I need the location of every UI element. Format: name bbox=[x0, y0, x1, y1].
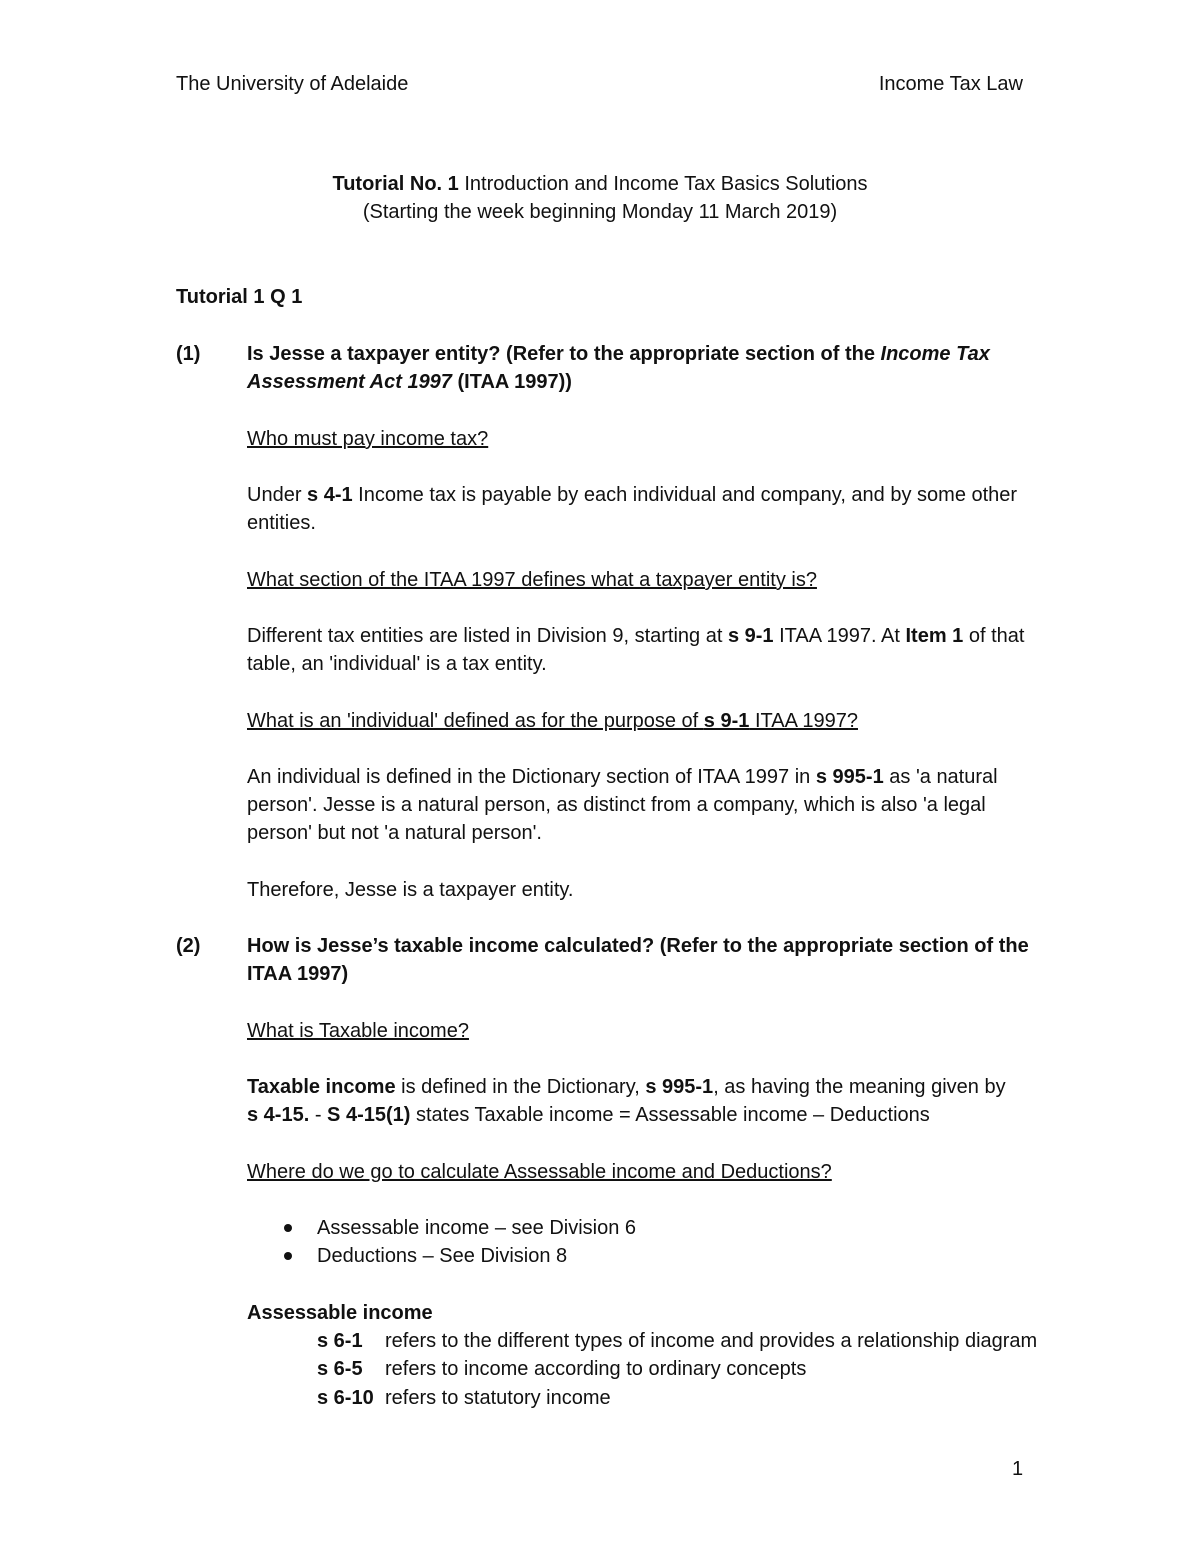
section-ref-6-5: s 6-5 bbox=[317, 1358, 363, 1380]
section-desc-6-1: refers to the different types of income and provides a relationship diagram bbox=[385, 1330, 1038, 1352]
text: ITAA 1997? bbox=[749, 710, 858, 732]
section-ref: s 9-1 bbox=[727, 625, 774, 647]
title-rest: Introduction and Income Tax Basics Solutions bbox=[458, 173, 868, 195]
q1-conclusion: Therefore, Jesse is a taxpayer entity. bbox=[247, 879, 574, 901]
list-item: Assessable income – see Division 6 bbox=[317, 1217, 637, 1239]
q1-line2-italic: Assessment Act 1997 bbox=[247, 371, 452, 393]
q1-question-line2 bbox=[247, 368, 572, 396]
document-title bbox=[0, 170, 1200, 198]
header-right: Income Tax Law bbox=[878, 73, 1023, 95]
q1-paragraph-2-line1 bbox=[247, 622, 1024, 650]
section-ref: s 9-1 bbox=[703, 710, 750, 732]
q2-subheading-1: What is Taxable income? bbox=[247, 1020, 469, 1042]
section-ref-6-1: s 6-1 bbox=[317, 1330, 363, 1352]
q2-number: (2) bbox=[176, 935, 201, 957]
header-left: The University of Adelaide bbox=[176, 73, 409, 95]
text: as 'a natural bbox=[883, 766, 998, 788]
q1-paragraph-3-line1 bbox=[247, 763, 998, 791]
q1-paragraph-1-line1 bbox=[247, 481, 1017, 509]
term: Taxable income bbox=[247, 1076, 396, 1098]
text: ITAA 1997. At bbox=[773, 625, 906, 647]
text: What is an 'individual' defined as for the purpose of bbox=[247, 710, 704, 732]
text: Under bbox=[247, 484, 308, 506]
q1-subheading-1: Who must pay income tax? bbox=[247, 428, 489, 450]
q1-paragraph-1-line2: entities. bbox=[247, 512, 316, 534]
q2-paragraph-1-line2 bbox=[247, 1101, 930, 1129]
section-ref-6-10: s 6-10 bbox=[317, 1387, 374, 1409]
text: Income tax is payable by each individual and company, and by some other bbox=[352, 484, 1018, 506]
text: - bbox=[309, 1104, 328, 1126]
list-item: Deductions – See Division 8 bbox=[317, 1245, 568, 1267]
section-heading: Tutorial 1 Q 1 bbox=[176, 286, 303, 308]
section-ref: s 4-15. bbox=[247, 1104, 310, 1126]
document-subtitle: (Starting the week beginning Monday 11 March 2019) bbox=[362, 201, 838, 223]
q1-subheading-2: What section of the ITAA 1997 defines what a taxpayer entity is? bbox=[247, 569, 817, 591]
q1-line1-italic: Income Tax bbox=[880, 343, 990, 365]
section-ref: s 995-1 bbox=[815, 766, 884, 788]
section-ref: s 995-1 bbox=[645, 1076, 714, 1098]
assessable-income-heading: Assessable income bbox=[247, 1302, 433, 1324]
bullet-icon bbox=[284, 1252, 292, 1260]
text: An individual is defined in the Dictionary section of ITAA 1997 in bbox=[247, 766, 816, 788]
title-bold: Tutorial No. 1 bbox=[332, 173, 459, 195]
q2-subheading-2: Where do we go to calculate Assessable income and Deductions? bbox=[247, 1161, 832, 1183]
page-number: 1 bbox=[1012, 1458, 1024, 1480]
section-desc-6-10: refers to statutory income bbox=[385, 1387, 611, 1409]
section-desc-6-5: refers to income according to ordinary concepts bbox=[385, 1358, 807, 1380]
bullet-icon bbox=[284, 1224, 292, 1232]
text: is defined in the Dictionary, bbox=[395, 1076, 646, 1098]
section-ref: S 4-15(1) bbox=[327, 1104, 411, 1126]
section-ref: s 4-1 bbox=[307, 484, 353, 506]
q1-paragraph-3-line2: person'. Jesse is a natural person, as distinct from a company, which is also 'a legal bbox=[247, 794, 986, 816]
text: , as having the meaning given by bbox=[713, 1076, 1006, 1098]
item-ref: Item 1 bbox=[905, 625, 964, 647]
q1-line1-text: Is Jesse a taxpayer entity? (Refer to the appropriate section of the bbox=[247, 343, 881, 365]
text: of that bbox=[963, 625, 1025, 647]
q2-paragraph-1-line1 bbox=[247, 1073, 1006, 1101]
q1-line2-text: (ITAA 1997)) bbox=[451, 371, 572, 393]
q1-subheading-3 bbox=[247, 707, 858, 735]
q2-question-line2: ITAA 1997) bbox=[247, 963, 349, 985]
text: Different tax entities are listed in Division 9, starting at bbox=[247, 625, 728, 647]
q1-number: (1) bbox=[176, 343, 201, 365]
q2-question-line1: How is Jesse’s taxable income calculated? (Refer to the appropriate section of the bbox=[247, 935, 1029, 957]
q1-question-line1 bbox=[247, 340, 990, 368]
text: states Taxable income = Assessable income – Deductions bbox=[410, 1104, 930, 1126]
q1-paragraph-2-line2: table, an 'individual' is a tax entity. bbox=[247, 653, 547, 675]
q1-paragraph-3-line3: person' but not 'a natural person'. bbox=[247, 822, 542, 844]
